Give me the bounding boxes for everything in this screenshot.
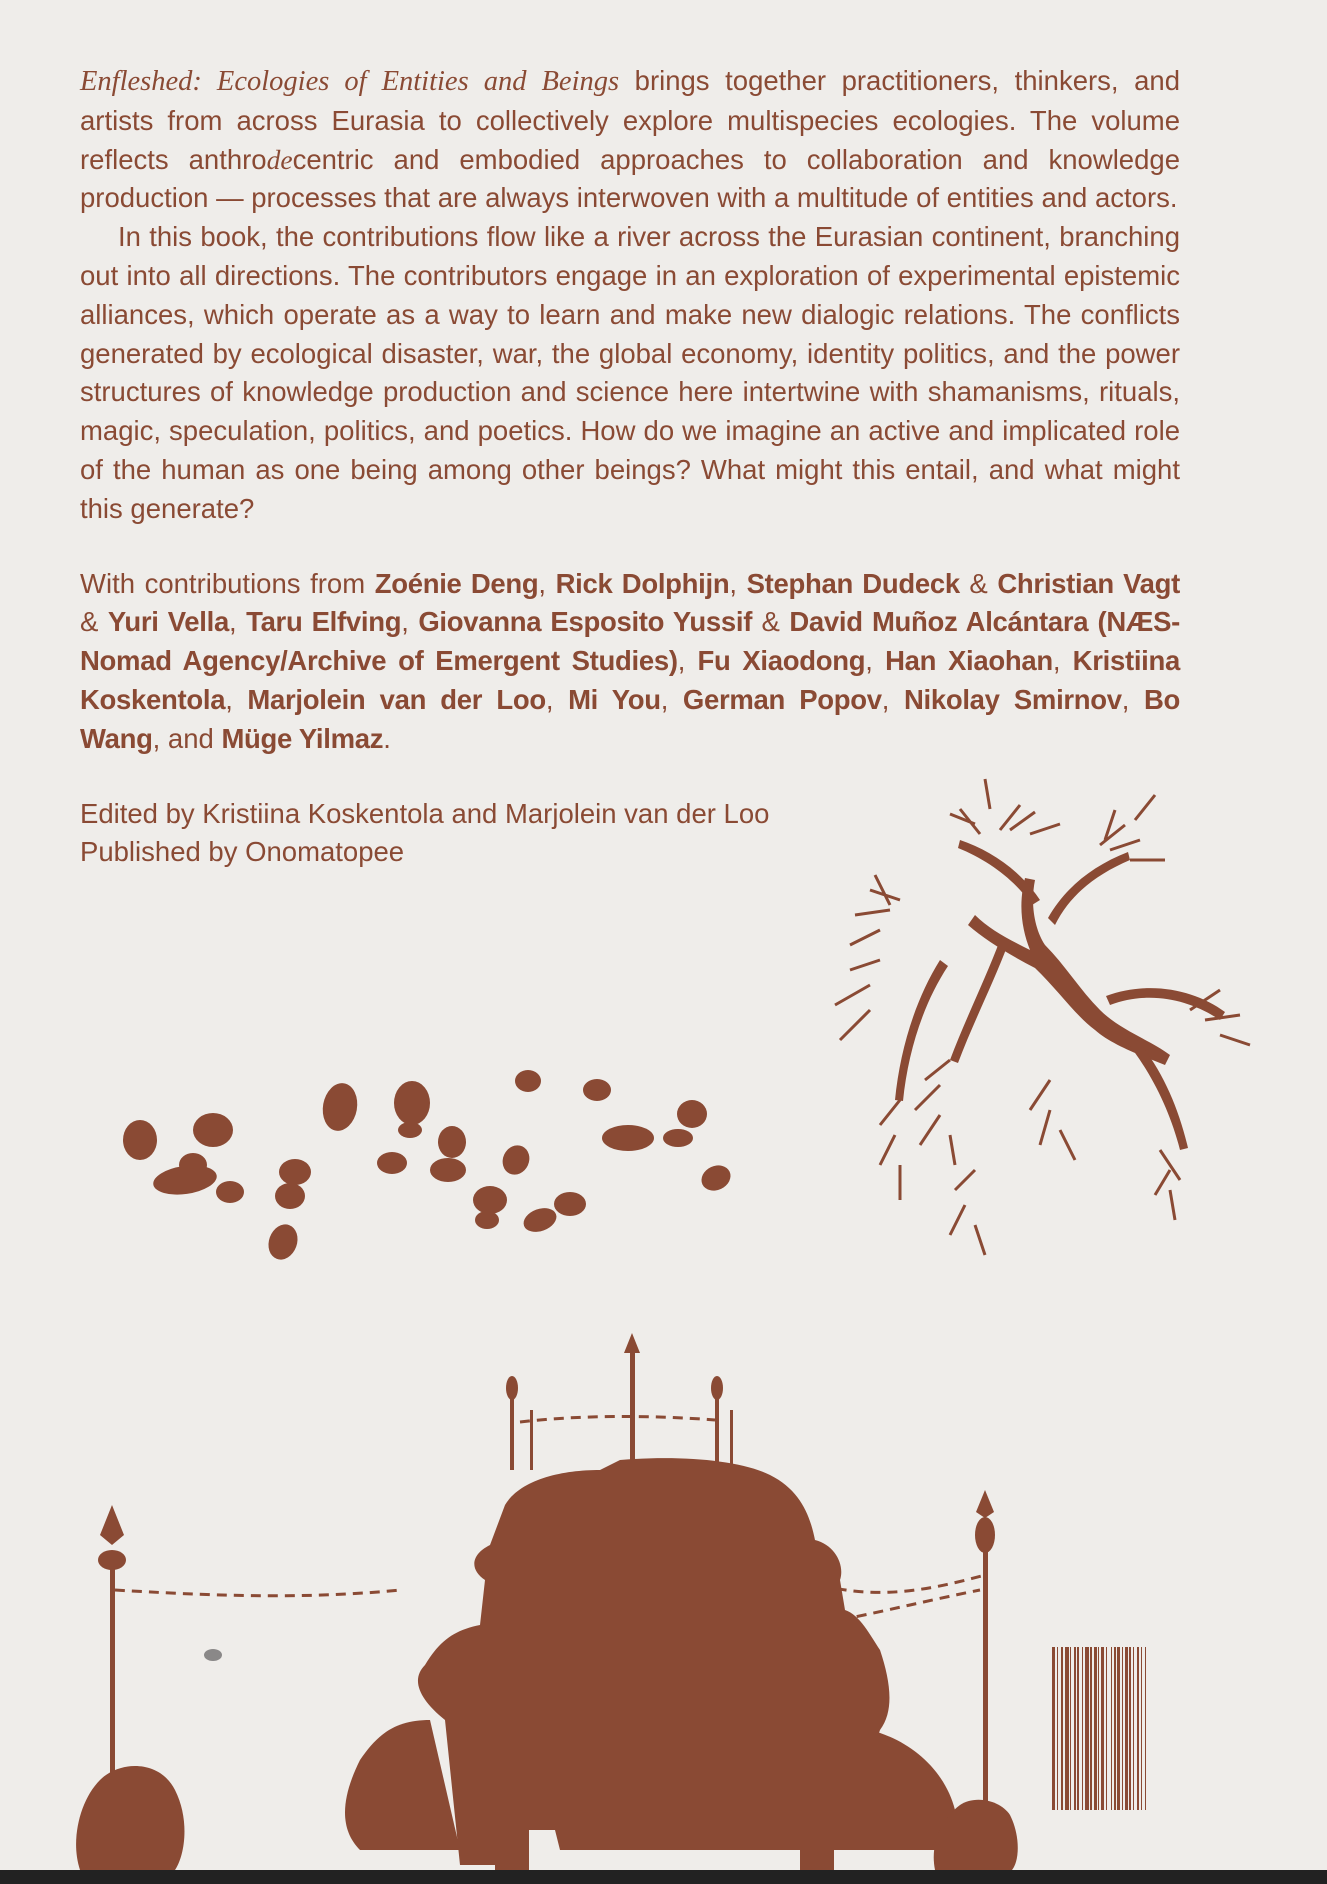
- contributor-name: German Popov: [682, 683, 882, 715]
- contributor-name: Han Xiaohan: [885, 645, 1053, 677]
- contributor-name: Taru Elfving: [246, 606, 402, 638]
- contributor-separator: ,: [1121, 683, 1144, 715]
- tree-illustration: [835, 779, 1250, 1255]
- contributor-separator: &: [959, 567, 998, 599]
- stupa-illustration: [76, 1333, 1018, 1870]
- contributor-separator: ,: [538, 567, 556, 599]
- blurb-text-1b: centric and embodied approaches to collaboration and knowledge production — processes that are always interwoven with a multitude of entities and actors.: [80, 143, 1180, 214]
- contributor-name: Nikolay Smirnov: [903, 683, 1122, 715]
- contributor-name: Mi You: [568, 683, 661, 715]
- published-by: Published by Onomatopee: [80, 836, 405, 868]
- contributor-name: Bo Wang: [80, 683, 1181, 754]
- contributor-separator: ,: [401, 606, 419, 638]
- contributor-separator: ,: [228, 606, 247, 638]
- contributor-separator: ,: [545, 683, 569, 715]
- contributor-name: Christian Vagt: [997, 567, 1181, 599]
- contributor-separator: ,: [881, 683, 904, 715]
- contributor-separator: ,: [865, 645, 886, 677]
- contributor-separator: &: [80, 606, 108, 638]
- contributor-separator: ,: [1052, 645, 1073, 677]
- contributor-separator: ,: [677, 645, 698, 677]
- contributor-separator: , and: [152, 722, 222, 754]
- contributors-intro: With contributions from: [80, 567, 375, 599]
- blurb-text-1a: brings together practitioners, thinkers, and artists from across Eurasia to collectively explore multispecies ecologies. The volume reflects anthro: [80, 65, 1180, 175]
- contributor-separator: ,: [660, 683, 683, 715]
- blurb-paragraph-2: In this book, the contributions flow like a river across the Eurasian continent, branching out into all directions. The contributors engage in an exploration of experimental epistemic alliances, which operate as a way to learn and make new dialogic relations. The conflicts generated by ecological disaster, war, the global economy, identity politics, and the power structures of knowledge production and science here intertwine with shamanisms, rituals, magic, speculation, politics, and poetics. How do we imagine an active and implicated role of the human as one being among other beings? What might this entail, and what might this generate?: [80, 221, 1180, 524]
- contributor-name: Fu Xiaodong: [697, 645, 866, 677]
- edited-by: Edited by Kristiina Koskentola and Marjolein van der Loo: [80, 797, 770, 829]
- book-title: Enfleshed: Ecologies of Entities and Beings: [80, 66, 620, 97]
- contributor-name: Zoénie Deng: [374, 567, 539, 599]
- contributor-name: Kristiina Koskentola: [80, 645, 1180, 715]
- contributor-name: Marjolein van der Loo: [247, 683, 546, 715]
- contributor-separator: ,: [225, 683, 248, 715]
- contributor-name: Müge Yilmaz: [221, 722, 384, 754]
- barcode-bar: [1146, 1647, 1148, 1810]
- stones-illustration: [123, 1070, 735, 1264]
- blurb-italic-de: de: [266, 143, 293, 175]
- contributor-name: Giovanna Esposito Yussif: [418, 606, 753, 638]
- barcode: [1052, 1647, 1269, 1810]
- contributor-separator: &: [752, 606, 790, 638]
- contributor-name: Yuri Vella: [107, 606, 229, 638]
- contributor-separator: .: [383, 722, 391, 754]
- contributor-separator: ,: [729, 567, 747, 599]
- contributor-name: David Muñoz Alcántara (NÆS-Nomad Agency/Archive of Emergent Studies): [80, 606, 1180, 677]
- scan-edge: [0, 1870, 1327, 1884]
- contributor-name: Stephan Dudeck: [746, 567, 960, 599]
- contributor-name: Rick Dolphijn: [555, 567, 730, 599]
